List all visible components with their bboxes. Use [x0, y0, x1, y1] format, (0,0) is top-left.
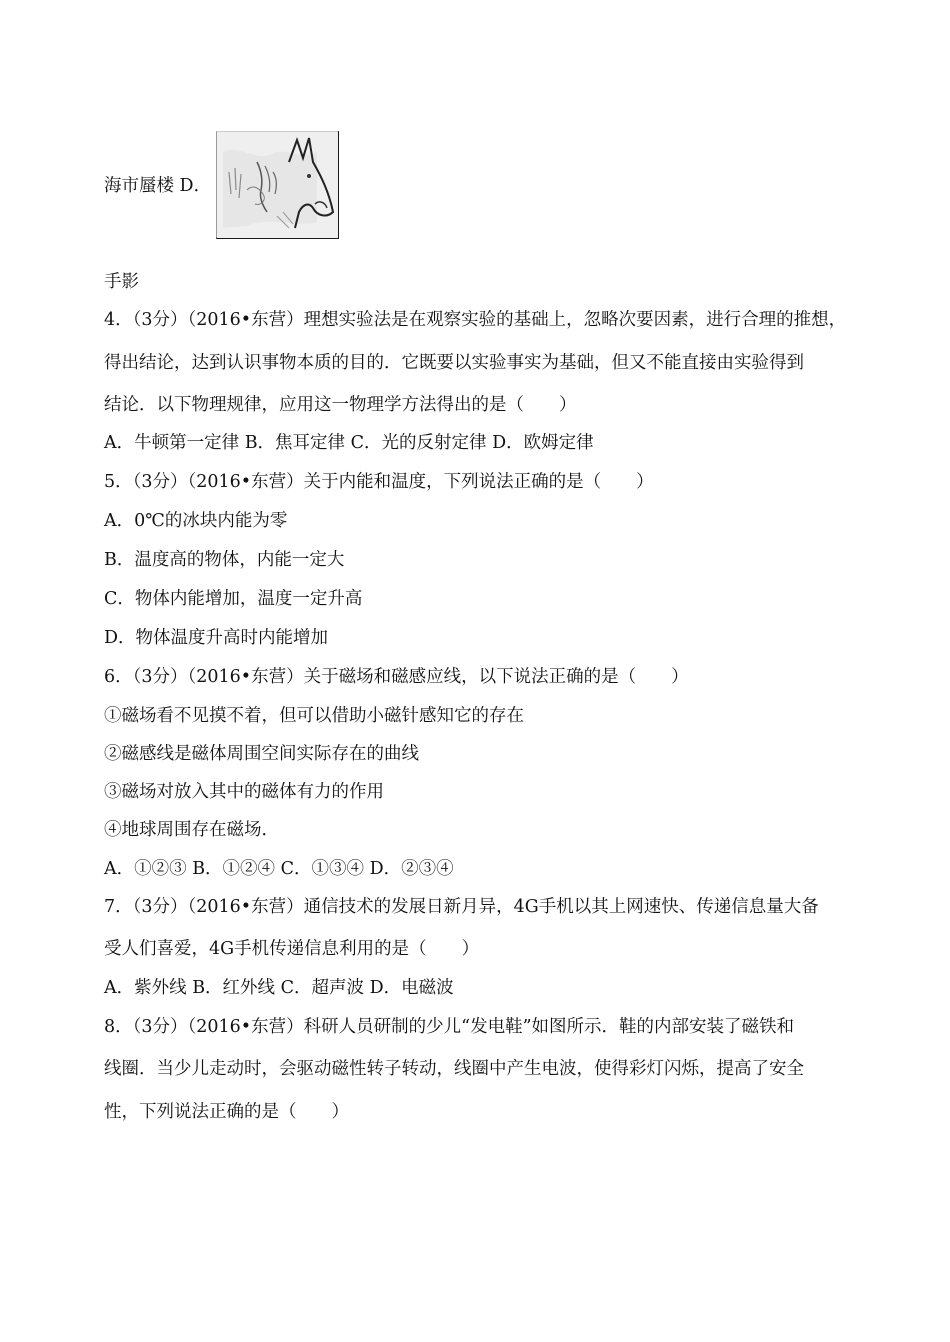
question-6-text: 6．（3分）（2016•东营）关于磁场和磁感应线，以下说法正确的是（ ）	[104, 667, 689, 687]
option-c-label: 海市蜃楼 D．	[104, 176, 212, 196]
question-7-options: A．紫外线 B．红外线 C．超声波 D．电磁波	[104, 978, 454, 998]
hand-shadow-figure	[216, 131, 339, 239]
question-6-statement-4: ④地球周围存在磁场．	[104, 820, 279, 840]
question-4-text-line-2: 得出结论，达到认识事物本质的目的．它既要以实验事实为基础，但又不能直接由实验得到	[104, 353, 804, 373]
question-5-text: 5．（3分）（2016•东营）关于内能和温度，下列说法正确的是（ ）	[104, 472, 654, 492]
question-7-text-line-1: 7．（3分）（2016•东营）通信技术的发展日新月异，4G手机以其上网速快、传递信息量大备	[104, 897, 819, 917]
question-6-options: A．①②③ B．①②④ C．①③④ D．②③④	[104, 859, 454, 879]
question-8-text-line-2: 线圈．当少儿走动时，会驱动磁性转子转动，线圈中产生电波，使得彩灯闪烁，提高了安全	[104, 1059, 804, 1079]
question-5-option-a: A．0℃的冰块内能为零	[104, 511, 288, 531]
question-6-statement-1: ①磁场看不见摸不着，但可以借助小磁针感知它的存在	[104, 706, 524, 726]
question-5-option-d: D．物体温度升高时内能增加	[104, 628, 329, 648]
question-8-text-line-3: 性，下列说法正确的是（ ）	[104, 1102, 349, 1122]
question-4-options: A．牛顿第一定律 B．焦耳定律 C．光的反射定律 D．欧姆定律	[104, 433, 594, 453]
question-8-text-line-1: 8．（3分）（2016•东营）科研人员研制的少儿“发电鞋”如图所示．鞋的内部安装了磁铁和	[104, 1017, 795, 1037]
question-6-statement-2: ②磁感线是磁体周围空间实际存在的曲线	[104, 744, 419, 764]
question-4-text-line-1: 4．（3分）（2016•东营）理想实验法是在观察实验的基础上，忽略次要因素，进行合理的推想，	[104, 310, 847, 330]
question-4-text-line-3: 结论．以下物理规律，应用这一物理学方法得出的是（ ）	[104, 395, 577, 415]
hand-shadow-horse-image	[217, 132, 338, 238]
option-d-label: 手影	[104, 272, 139, 292]
question-5-option-c: C．物体内能增加，温度一定升高	[104, 589, 363, 609]
question-7-text-line-2: 受人们喜爱，4G手机传递信息利用的是（ ）	[104, 939, 480, 959]
question-6-statement-3: ③磁场对放入其中的磁体有力的作用	[104, 782, 384, 802]
question-5-option-b: B．温度高的物体，内能一定大	[104, 550, 345, 570]
